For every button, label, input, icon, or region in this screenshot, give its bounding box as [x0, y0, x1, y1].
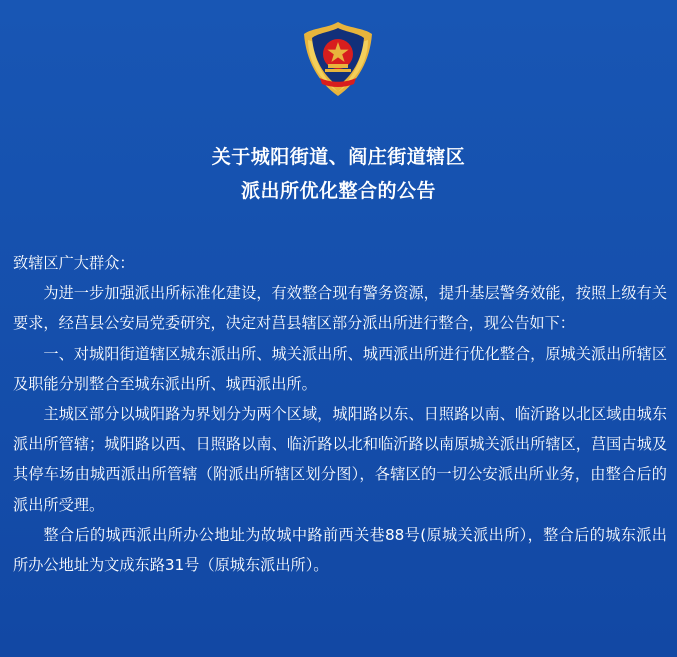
paragraph-item-1: 一、对城阳街道辖区城东派出所、城关派出所、城西派出所进行优化整合，原城关派出所辖区及职能分别整合至城东派出所、城西派出所。: [13, 344, 667, 393]
announcement-body: [13, 248, 667, 580]
police-emblem-icon: [298, 20, 378, 98]
announcement-title-line1: 关于城阳街道、阎庄街道辖区: [211, 146, 466, 168]
paragraph-address: 整合后的城西派出所办公地址为故城中路前西关巷88号(原城关派出所），整合后的城东派出所办公地址为文成东路31号（原城东派出所）。: [13, 525, 667, 575]
paragraph-jurisdiction: 主城区部分以城阳路为界划分为两个区域，城阳路以东、日照路以南、临沂路以北区域由城东派出所管辖；城阳路以西、日照路以南、临沂路以北和临沂路以南原城关派出所辖区，莒国古城及其停车场由城西派出所管辖（附派出所辖区划分图），各辖区的一切公安派出所业务，由整合后的派出所受理。: [13, 405, 667, 514]
paragraph-intro: 为进一步加强派出所标准化建设，有效整合现有警务资源，提升基层警务效能，按照上级有关要求，经莒县公安局党委研究，决定对莒县辖区部分派出所进行整合，现公告如下：: [13, 284, 667, 333]
salutation: 致辖区广大群众：: [13, 254, 135, 272]
announcement-title-line2: 派出所优化整合的公告: [240, 180, 436, 202]
